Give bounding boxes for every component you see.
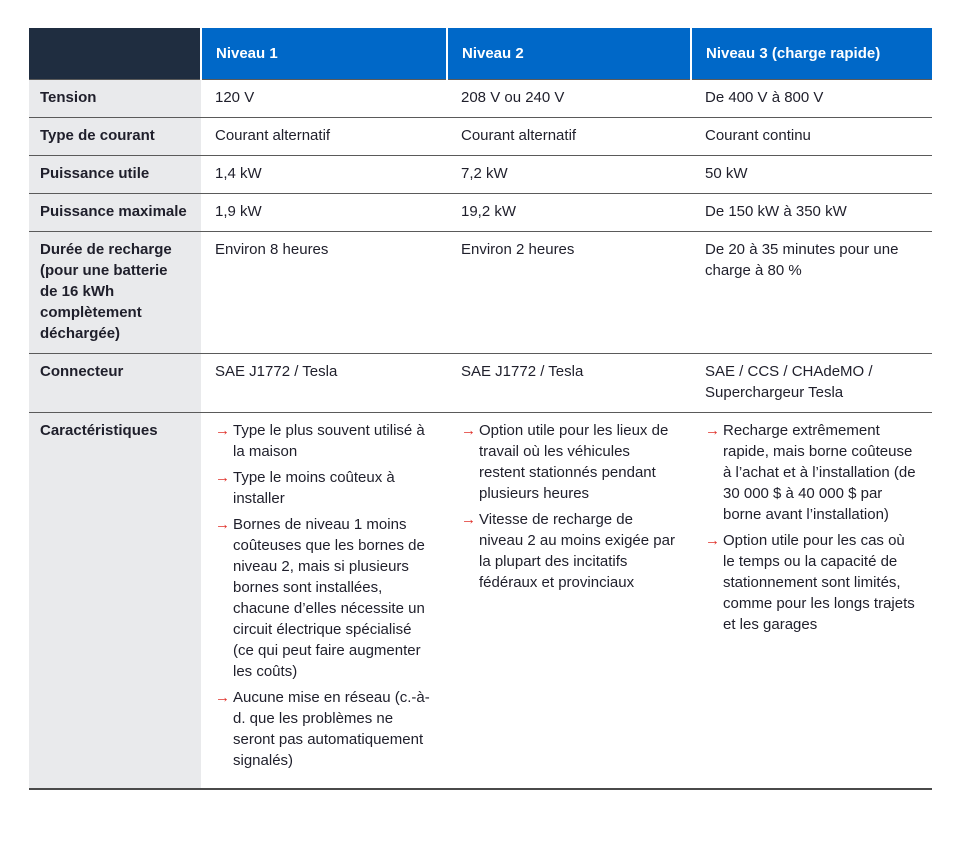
feature-cell <box>447 413 691 790</box>
table-cell: 50 kW <box>691 156 932 194</box>
table-row-connecteur <box>29 354 932 413</box>
header-corner-cell <box>29 28 201 80</box>
table-cell: 1,4 kW <box>201 156 447 194</box>
table-row-type-de-courant <box>29 118 932 156</box>
header-row <box>29 28 932 80</box>
table-cell: 208 V ou 240 V <box>447 80 691 118</box>
header-niveau-3: Niveau 3 (charge rapide) <box>691 28 932 80</box>
feature-cell <box>691 413 932 790</box>
table-cell: SAE J1772 / Tesla <box>201 354 447 413</box>
right-arrow-icon: → <box>215 422 230 439</box>
right-arrow-icon: → <box>705 532 720 549</box>
header-niveau-2: Niveau 2 <box>447 28 691 80</box>
table-cell: Environ 2 heures <box>447 232 691 354</box>
table-cell: De 150 kW à 350 kW <box>691 194 932 232</box>
feature-item <box>461 509 677 593</box>
feature-item <box>705 530 918 635</box>
feature-text: Vitesse de recharge de niveau 2 au moins exigée par la plupart des incitatifs fédéraux et provinciaux <box>479 511 675 591</box>
right-arrow-icon: → <box>215 516 230 533</box>
feature-text: Option utile pour les lieux de travail où les véhicules restent stationnés pendant plusieurs heures <box>479 422 669 502</box>
feature-list <box>705 420 918 635</box>
feature-text: Type le plus souvent utilisé à la maison <box>233 422 425 460</box>
table-cell: 1,9 kW <box>201 194 447 232</box>
table-header <box>29 28 932 80</box>
table-cell: 120 V <box>201 80 447 118</box>
feature-text: Bornes de niveau 1 moins coûteuses que les bornes de niveau 2, mais si plusieurs bornes sont installées, chacune d’elles nécessite un circuit électrique spécialisé (ce qui peut faire augmenter les coûts) <box>233 516 425 680</box>
table-cell: Environ 8 heures <box>201 232 447 354</box>
table-cell: SAE / CCS / CHAdeMO / Superchargeur Tesla <box>691 354 932 413</box>
feature-text: Aucune mise en réseau (c.-à-d. que les problèmes ne seront pas automatiquement signalés) <box>233 689 430 769</box>
feature-item <box>461 420 677 504</box>
feature-item <box>705 420 918 525</box>
feature-text: Type le moins coûteux à installer <box>233 469 395 507</box>
row-label: Caractéristiques <box>29 413 201 790</box>
table-cell: Courant alternatif <box>447 118 691 156</box>
row-label: Connecteur <box>29 354 201 413</box>
row-label: Type de courant <box>29 118 201 156</box>
feature-item <box>215 467 433 509</box>
feature-cell <box>201 413 447 790</box>
table-cell: 7,2 kW <box>447 156 691 194</box>
table-cell: 19,2 kW <box>447 194 691 232</box>
table-row-puissance-utile <box>29 156 932 194</box>
table-row-puissance-maximale <box>29 194 932 232</box>
table-cell: Courant continu <box>691 118 932 156</box>
feature-list <box>215 420 433 771</box>
table-row-tension <box>29 80 932 118</box>
table-cell: De 400 V à 800 V <box>691 80 932 118</box>
right-arrow-icon: → <box>705 422 720 439</box>
table-row-duree-de-recharge <box>29 232 932 354</box>
table-cell: De 20 à 35 minutes pour une charge à 80 % <box>691 232 932 354</box>
charging-levels-table <box>29 28 932 790</box>
header-niveau-1: Niveau 1 <box>201 28 447 80</box>
feature-item <box>215 420 433 462</box>
table-cell: SAE J1772 / Tesla <box>447 354 691 413</box>
feature-list <box>461 420 677 593</box>
right-arrow-icon: → <box>461 422 476 439</box>
table-body <box>29 80 932 790</box>
feature-text: Option utile pour les cas où le temps ou la capacité de stationnement sont limités, comme pour les longs trajets et les garages <box>723 532 915 633</box>
feature-item <box>215 687 433 771</box>
feature-text: Recharge extrêmement rapide, mais borne coûteuse à l’achat et à l’installation (de 30 000 $ à 40 000 $ par borne avant l’installation) <box>723 422 916 523</box>
table-cell: Courant alternatif <box>201 118 447 156</box>
feature-item <box>215 514 433 682</box>
row-label: Durée de recharge (pour une batterie de 16 kWh complètement déchargée) <box>29 232 201 354</box>
row-label: Tension <box>29 80 201 118</box>
row-label: Puissance utile <box>29 156 201 194</box>
right-arrow-icon: → <box>215 689 230 706</box>
right-arrow-icon: → <box>461 511 476 528</box>
right-arrow-icon: → <box>215 469 230 486</box>
row-label: Puissance maximale <box>29 194 201 232</box>
table-row-caracteristiques <box>29 413 932 790</box>
